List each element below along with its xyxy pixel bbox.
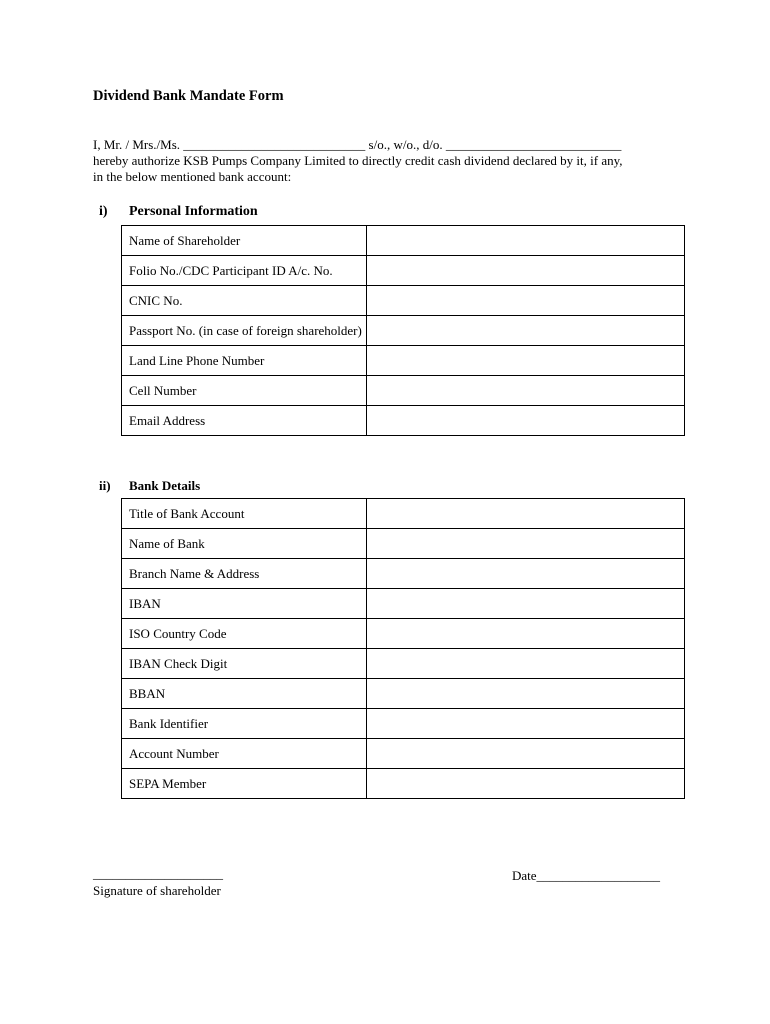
field-value[interactable] <box>367 589 685 619</box>
field-value[interactable] <box>367 619 685 649</box>
field-value[interactable] <box>367 376 685 406</box>
form-title: Dividend Bank Mandate Form <box>93 88 284 104</box>
field-label: Name of Shareholder <box>122 226 367 256</box>
form-row <box>122 286 685 316</box>
form-row <box>122 316 685 346</box>
form-row <box>122 769 685 799</box>
section-number: ii) <box>99 478 111 493</box>
field-value[interactable] <box>367 226 685 256</box>
form-row <box>122 346 685 376</box>
field-value[interactable] <box>367 709 685 739</box>
field-label: Passport No. (in case of foreign shareholder) <box>122 316 367 346</box>
section-title: Bank Details <box>129 478 201 493</box>
date-field: Date___________________ <box>512 868 661 883</box>
field-value[interactable] <box>367 769 685 799</box>
field-label: Folio No./CDC Participant ID A/c. No. <box>122 256 367 286</box>
form-row <box>122 649 685 679</box>
field-label: IBAN <box>122 589 367 619</box>
signature-line: ____________________ <box>93 866 223 881</box>
field-value[interactable] <box>367 529 685 559</box>
form-row <box>122 226 685 256</box>
form-row <box>122 529 685 559</box>
personal-information-table <box>121 225 685 436</box>
authorization-statement <box>93 137 693 185</box>
signature-label: Signature of shareholder <box>93 883 221 898</box>
form-row <box>122 739 685 769</box>
form-row <box>122 499 685 529</box>
intro-line-1: I, Mr. / Mrs./Ms. ____________________________ s/o., w/o., d/o. ___________________________ <box>93 137 622 152</box>
field-label: Name of Bank <box>122 529 367 559</box>
field-value[interactable] <box>367 739 685 769</box>
field-label: BBAN <box>122 679 367 709</box>
field-label: Land Line Phone Number <box>122 346 367 376</box>
field-label: Email Address <box>122 406 367 436</box>
field-value[interactable] <box>367 346 685 376</box>
intro-line-2: hereby authorize KSB Pumps Company Limited to directly credit cash dividend declared by it, if any, <box>93 153 623 168</box>
field-value[interactable] <box>367 286 685 316</box>
bank-details-heading <box>99 478 200 494</box>
personal-information-heading <box>99 204 258 220</box>
field-value[interactable] <box>367 559 685 589</box>
field-label: ISO Country Code <box>122 619 367 649</box>
field-label: SEPA Member <box>122 769 367 799</box>
form-row <box>122 619 685 649</box>
form-row <box>122 256 685 286</box>
field-label: Bank Identifier <box>122 709 367 739</box>
field-label: Cell Number <box>122 376 367 406</box>
field-value[interactable] <box>367 649 685 679</box>
form-row <box>122 406 685 436</box>
field-label: CNIC No. <box>122 286 367 316</box>
field-value[interactable] <box>367 316 685 346</box>
bank-details-table <box>121 498 685 799</box>
field-value[interactable] <box>367 679 685 709</box>
form-row <box>122 376 685 406</box>
field-label: Account Number <box>122 739 367 769</box>
field-value[interactable] <box>367 406 685 436</box>
form-row <box>122 589 685 619</box>
field-value[interactable] <box>367 499 685 529</box>
field-label: Branch Name & Address <box>122 559 367 589</box>
section-number: i) <box>99 204 108 219</box>
section-title: Personal Information <box>129 204 258 219</box>
form-row <box>122 559 685 589</box>
field-value[interactable] <box>367 256 685 286</box>
field-label: IBAN Check Digit <box>122 649 367 679</box>
form-row <box>122 679 685 709</box>
intro-line-3: in the below mentioned bank account: <box>93 169 292 184</box>
field-label: Title of Bank Account <box>122 499 367 529</box>
form-row <box>122 709 685 739</box>
